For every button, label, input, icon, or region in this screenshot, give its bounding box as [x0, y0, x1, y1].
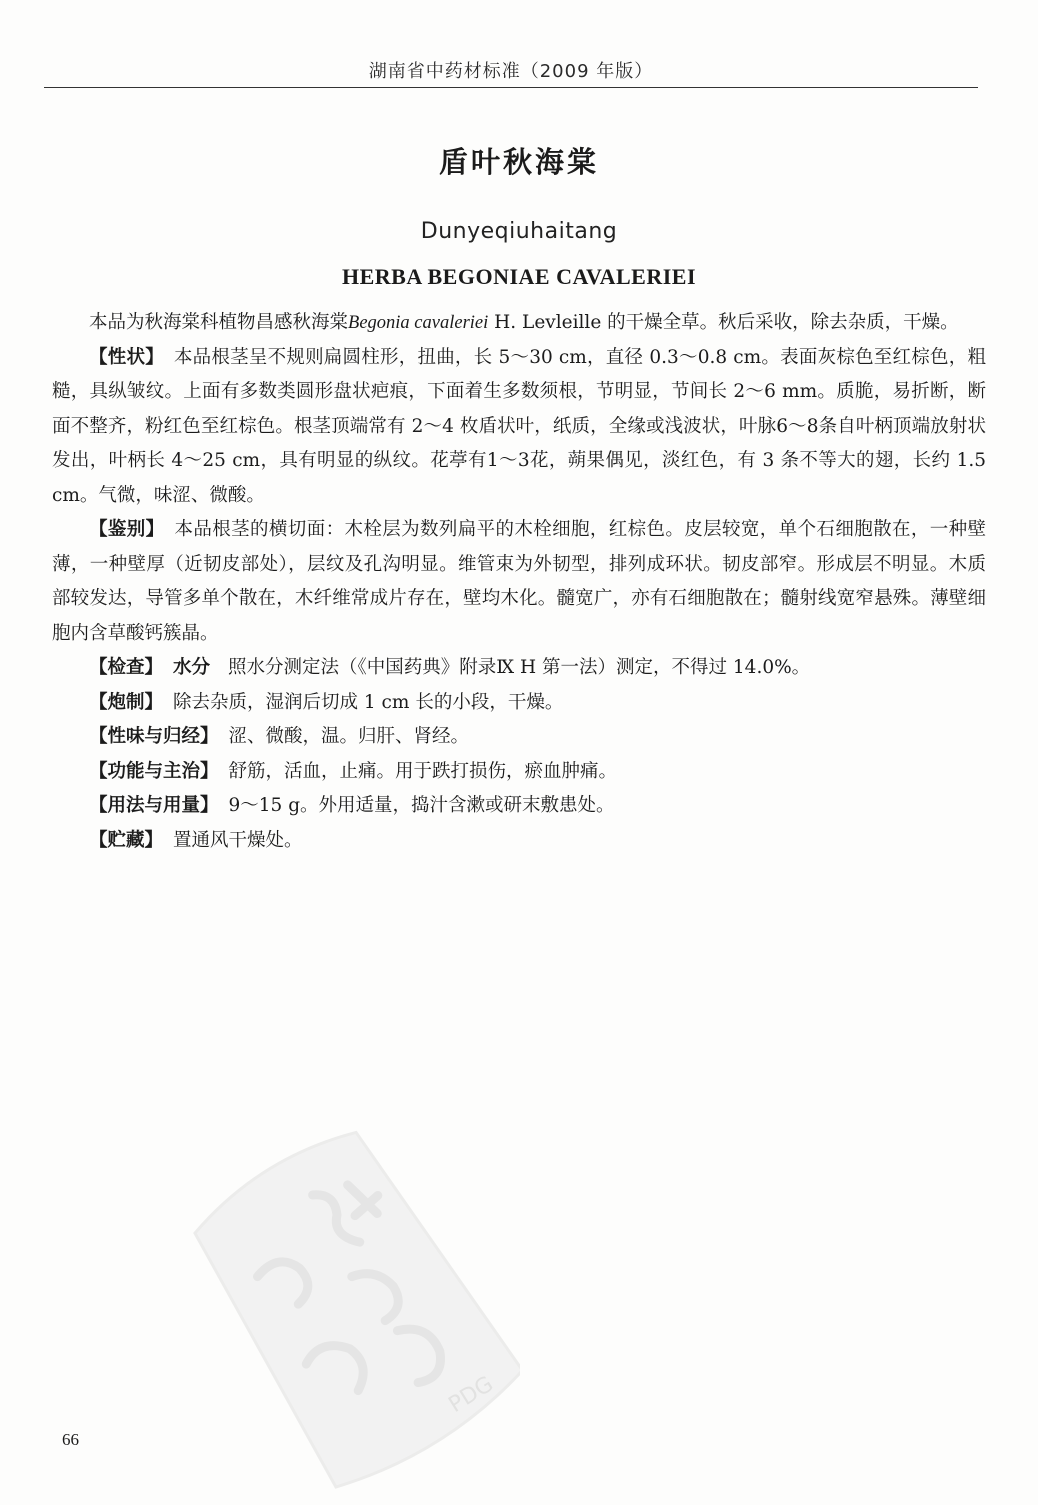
page-number: 66 [62, 1430, 79, 1449]
section-text: 照水分测定法（《中国药典》附录Ⅸ H 第一法）测定，不得过 14.0%。 [228, 657, 811, 678]
section-storage [52, 824, 986, 859]
section-label: 【检查】 [89, 657, 164, 678]
section-functions [52, 755, 986, 790]
latin-name: HERBA BEGONIAE CAVALERIEI [341, 264, 696, 289]
section-sublabel: 水分 [173, 657, 211, 678]
section-text: 本品根茎呈不规则扁圆柱形，扭曲，长 5～30 cm，直径 0.3～0.8 cm。表面灰棕色至红棕色，粗糙，具纵皱纹。上面有多数类圆形盘状疤痕，下面着生多数须根，节明显，节间长 2～6 mm。质脆，易折断，断面不整齐，粉红色至红棕色。根茎顶端常有 2～4 枚盾状叶，纸质，全缘或浅波状，叶脉6～8条自叶柄顶端放射状发出，叶柄长 4～25 cm，具有明显的纵纹。花葶有1～3花，蒴果偶见，淡红色，有 3 条不等大的翅，长约 1.5 cm。气微，味涩、微酸。 [52, 346, 986, 506]
monograph-body [52, 306, 986, 858]
monograph-title: 盾叶秋海棠 [438, 145, 599, 179]
section-dosage [52, 789, 986, 824]
section-label: 【贮藏】 [89, 829, 164, 851]
section-label: 【用法与用量】 [89, 795, 219, 816]
section-inspection [52, 651, 986, 686]
section-text: 9～15 g。外用适量，捣汁含漱或研末敷患处。 [228, 795, 615, 816]
intro-text-after: H. Levleille 的干燥全草。秋后采收，除去杂质，干燥。 [488, 312, 959, 333]
section-description [52, 341, 986, 514]
section-processing [52, 686, 986, 721]
intro-paragraph [52, 306, 986, 341]
section-text: 本品根茎的横切面：木栓层为数列扁平的木栓细胞，红棕色。皮层较宽，单个石细胞散在，一种壁薄，一种壁厚（近韧皮部处），层纹及孔沟明显。维管束为外韧型，排列成环状。韧皮部窄。形成层不明显。木质部较发达，导管多单个散在，木纤维常成片存在，壁均木化。髓宽广，亦有石细胞散在；髓射线宽窄悬殊。薄壁细胞内含草酸钙簇晶。 [52, 519, 986, 644]
watermark-text: PDG [444, 1371, 498, 1418]
section-properties [52, 720, 986, 755]
section-text: 除去杂质，湿润后切成 1 cm 长的小段，干燥。 [173, 691, 564, 713]
section-label: 【性味与归经】 [89, 726, 219, 747]
section-text: 舒筋，活血，止痛。用于跌打损伤，瘀血肿痛。 [228, 760, 618, 782]
section-label: 【性状】 [89, 346, 164, 368]
header-rule [44, 87, 978, 88]
running-header: 湖南省中药材标准（2009 年版） [368, 61, 654, 82]
species-name: Begonia cavaleriei [348, 313, 489, 333]
section-identification [52, 513, 986, 651]
section-label: 【炮制】 [89, 691, 164, 713]
section-label: 【鉴别】 [89, 519, 165, 540]
section-label: 【功能与主治】 [89, 760, 219, 782]
pinyin-name: Dunyeqiuhaitang [420, 219, 618, 244]
section-text: 涩、微酸，温。归肝、肾经。 [228, 726, 470, 747]
section-text: 置通风干燥处。 [173, 829, 303, 851]
seal-watermark [190, 1120, 520, 1500]
intro-text-before: 本品为秋海棠科植物昌感秋海棠 [89, 312, 349, 333]
